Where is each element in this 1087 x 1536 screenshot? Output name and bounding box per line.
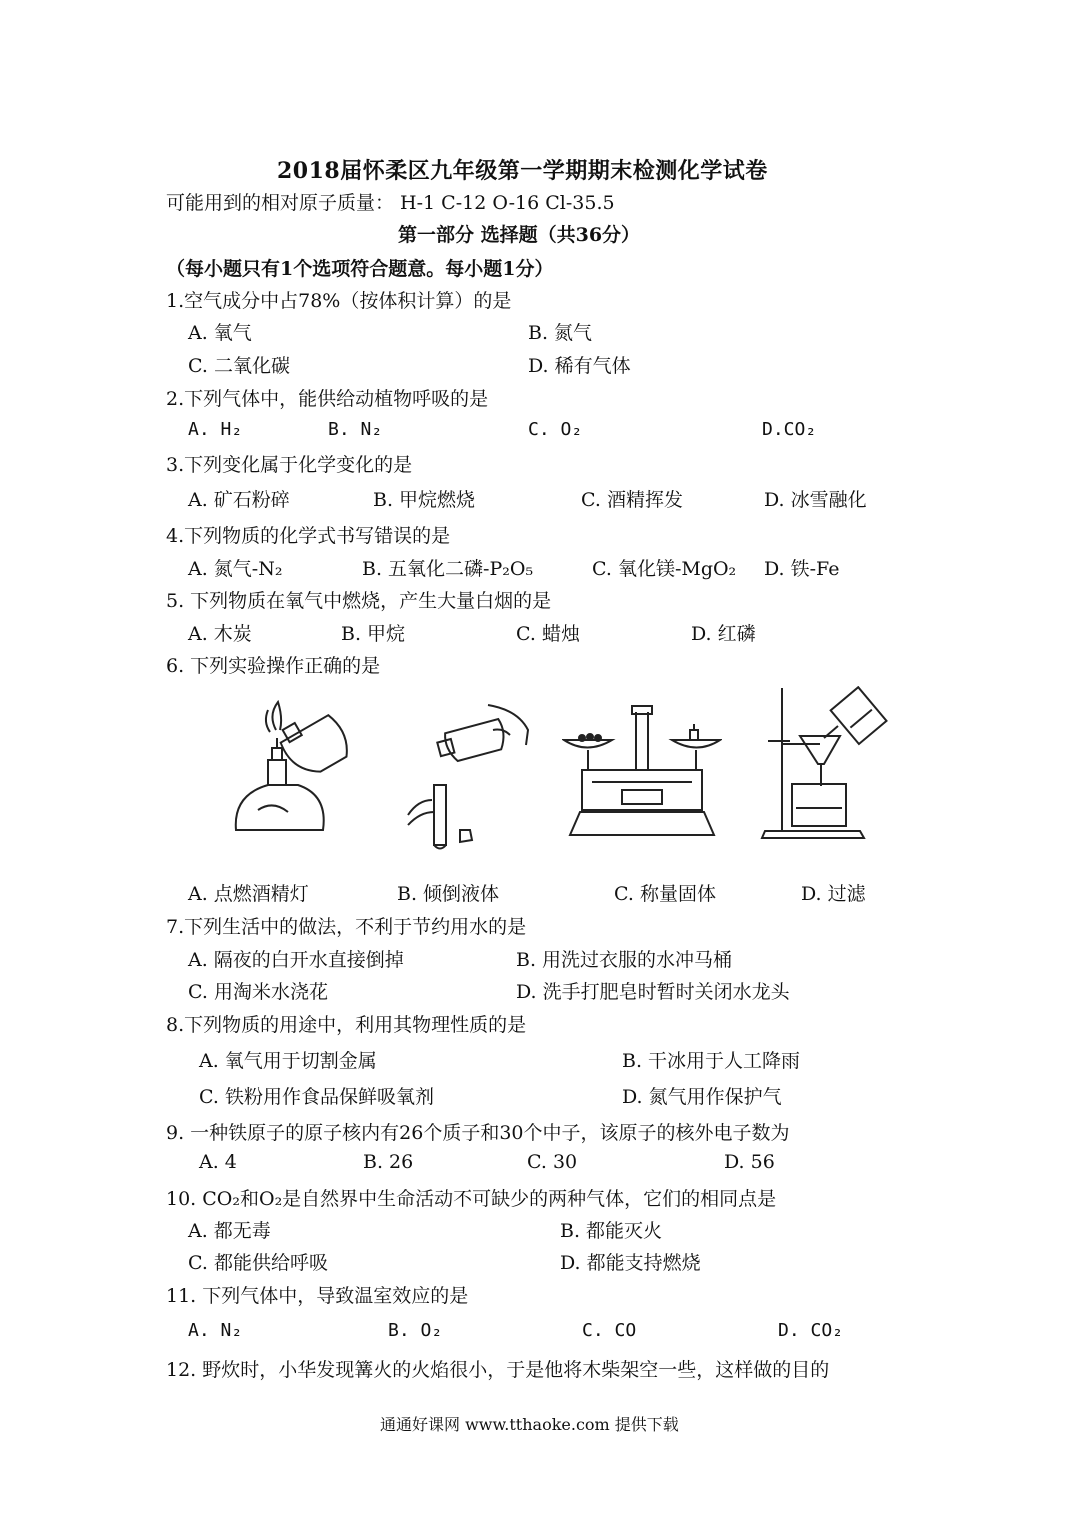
question-11-option-a: A. N₂: [188, 1320, 243, 1341]
question-1-stem: 1.空气成分中占78%（按体积计算）的是: [166, 290, 512, 312]
question-6-option-c: C. 称量固体: [614, 883, 716, 905]
question-1-option-c: C. 二氧化碳: [188, 355, 290, 377]
question-4-option-d: D. 铁-Fe: [764, 558, 840, 580]
question-9-option-b: B. 26: [363, 1151, 414, 1173]
question-10-option-d: D. 都能支持燃烧: [560, 1252, 701, 1274]
question-11-stem: 11. 下列气体中，导致温室效应的是: [166, 1285, 469, 1307]
question-8-stem: 8.下列物质的用途中，利用其物理性质的是: [166, 1014, 527, 1036]
question-2-option-b: B. N₂: [328, 419, 383, 440]
question-11-option-d: D. CO₂: [778, 1320, 844, 1341]
balance-weighing-illustration: [562, 700, 722, 850]
question-10-stem: 10. CO₂和O₂是自然界中生命活动不可缺少的两种气体，它们的相同点是: [166, 1188, 777, 1210]
question-2-option-d: D.CO₂: [762, 419, 817, 440]
question-8-option-a: A. 氧气用于切割金属: [199, 1050, 377, 1072]
question-9-option-a: A. 4: [199, 1151, 237, 1173]
question-5-option-a: A. 木炭: [188, 623, 252, 645]
part1-heading: 第一部分 选择题（共36分）: [398, 224, 641, 246]
question-9-option-c: C. 30: [527, 1151, 578, 1173]
part1-instruction: （每小题只有1个选项符合题意。每小题1分）: [166, 258, 554, 280]
question-5-option-b: B. 甲烷: [341, 623, 406, 645]
pouring-liquid-illustration: [398, 700, 538, 850]
question-6-option-a: A. 点燃酒精灯: [188, 883, 309, 905]
question-4-option-c: C. 氧化镁-MgO₂: [592, 558, 737, 580]
question-1-option-d: D. 稀有气体: [528, 355, 631, 377]
question-3-option-b: B. 甲烷燃烧: [373, 489, 476, 511]
atomic-masses: 可能用到的相对原子质量： H-1 C-12 O-16 Cl-35.5: [166, 192, 615, 214]
question-8-option-b: B. 干冰用于人工降雨: [622, 1050, 801, 1072]
filtration-illustration: [760, 686, 890, 846]
question-6-option-b: B. 倾倒液体: [397, 883, 500, 905]
page-title: 2018届怀柔区九年级第一学期期末检测化学试卷: [277, 158, 768, 184]
question-6-stem: 6. 下列实验操作正确的是: [166, 655, 381, 677]
question-10-option-b: B. 都能灭火: [560, 1220, 663, 1242]
question-8-option-d: D. 氮气用作保护气: [622, 1086, 782, 1108]
question-7-option-c: C. 用淘米水浇花: [188, 981, 328, 1003]
question-1-option-b: B. 氮气: [528, 322, 593, 344]
question-7-option-d: D. 洗手打肥皂时暂时关闭水龙头: [516, 981, 790, 1003]
question-3-stem: 3.下列变化属于化学变化的是: [166, 454, 413, 476]
question-2-option-c: C. O₂: [528, 419, 583, 440]
question-3-option-a: A. 矿石粉碎: [188, 489, 290, 511]
question-11-option-c: C. CO: [582, 1320, 637, 1341]
question-10-option-c: C. 都能供给呼吸: [188, 1252, 328, 1274]
lighting-alcohol-lamp-illustration: [228, 700, 368, 850]
footer-download-note: 通通好课网 www.tthaoke.com 提供下载: [380, 1415, 679, 1434]
question-7-stem: 7.下列生活中的做法，不利于节约用水的是: [166, 916, 527, 938]
question-7-option-a: A. 隔夜的白开水直接倒掉: [188, 949, 404, 971]
question-1-option-a: A. 氧气: [188, 322, 252, 344]
question-8-option-c: C. 铁粉用作食品保鲜吸氧剂: [199, 1086, 434, 1108]
question-5-stem: 5. 下列物质在氧气中燃烧，产生大量白烟的是: [166, 590, 552, 612]
question-3-option-d: D. 冰雪融化: [764, 489, 867, 511]
question-10-option-a: A. 都无毒: [188, 1220, 271, 1242]
question-9-option-d: D. 56: [724, 1151, 775, 1173]
question-7-option-b: B. 用洗过衣服的水冲马桶: [516, 949, 733, 971]
question-9-stem: 9. 一种铁原子的原子核内有26个质子和30个中子，该原子的核外电子数为: [166, 1122, 790, 1144]
question-3-option-c: C. 酒精挥发: [581, 489, 683, 511]
question-12-stem: 12. 野炊时，小华发现篝火的火焰很小，于是他将木柴架空一些，这样做的目的: [166, 1359, 830, 1381]
question-4-option-b: B. 五氧化二磷-P₂O₅: [362, 558, 534, 580]
question-5-option-d: D. 红磷: [691, 623, 756, 645]
question-2-stem: 2.下列气体中，能供给动植物呼吸的是: [166, 388, 489, 410]
question-4-stem: 4.下列物质的化学式书写错误的是: [166, 525, 451, 547]
question-11-option-b: B. O₂: [388, 1320, 443, 1341]
question-4-option-a: A. 氮气-N₂: [188, 558, 283, 580]
question-2-option-a: A. H₂: [188, 419, 243, 440]
question-5-option-c: C. 蜡烛: [516, 623, 580, 645]
question-6-option-d: D. 过滤: [801, 883, 866, 905]
